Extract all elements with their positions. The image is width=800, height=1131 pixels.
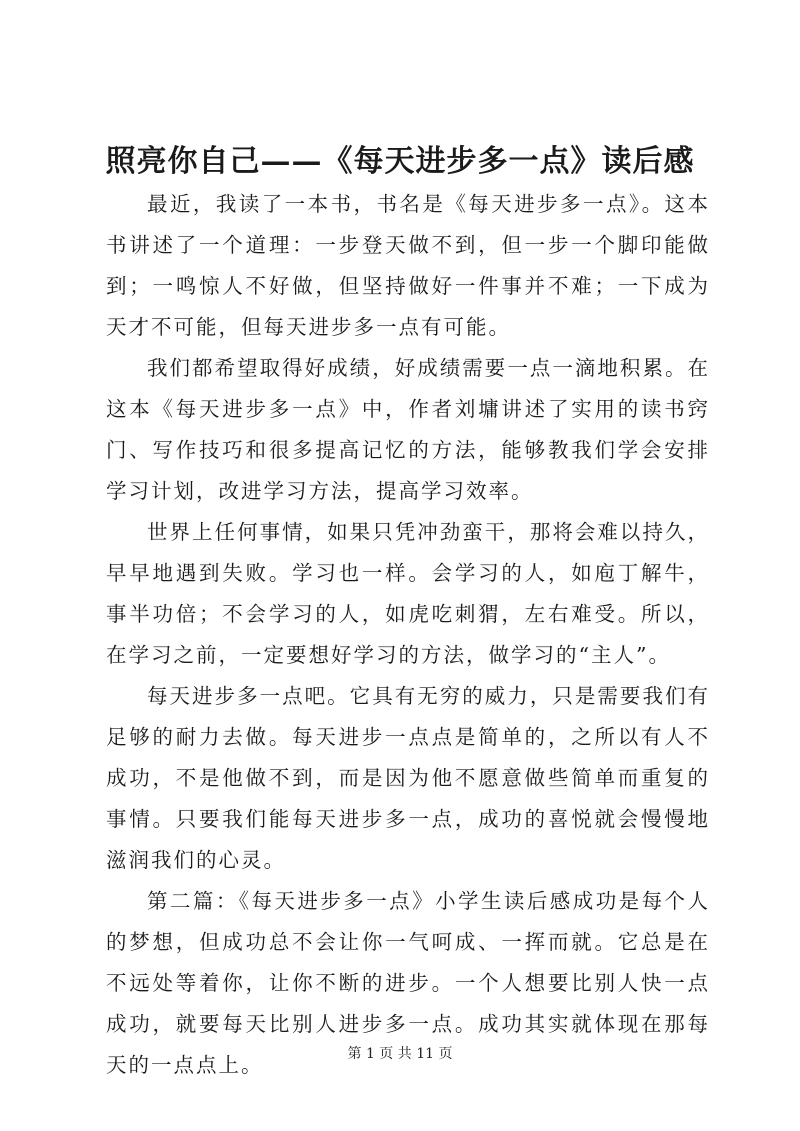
paragraph-1: 最近，我读了一本书，书名是《每天进步多一点》。这本书讲述了一个道理：一步登天做不到，但一步一个脚印能做到；一鸣惊人不好做，但坚持做好一件事并不难；一下成为天才不可能，但每天进步多一点有可能。 — [106, 192, 710, 339]
document-body — [106, 184, 710, 1086]
paragraph-2: 我们都希望取得好成绩，好成绩需要一点一滴地积累。在这本《每天进步多一点》中，作者刘墉讲述了实用的读书窍门、写作技巧和很多提高记忆的方法，能够教我们学会安排学习计划，改进学习方法，提高学习效率。 — [106, 356, 710, 503]
paragraph-4: 每天进步多一点吧。它具有无穷的威力，只是需要我们有足够的耐力去做。每天进步一点点是简单的，之所以有人不成功，不是他做不到，而是因为他不愿意做些简单而重复的事情。只要我们能每天进步多一点，成功的喜悦就会慢慢地滋润我们的心灵。 — [106, 684, 710, 872]
paragraph-3: 世界上任何事情，如果只凭冲劲蛮干，那将会难以持久，早早地遇到失败。学习也一样。会学习的人，如庖丁解牛，事半功倍；不会学习的人，如虎吃刺猬，左右难受。所以，在学习之前，一定要想好学习的方法，做学习的“主人”。 — [106, 520, 710, 667]
page-footer: 第 1 页 共 11 页 — [347, 1046, 453, 1062]
page-title: 照亮你自己——《每天进步多一点》读后感 — [105, 144, 695, 179]
paragraph-5: 第二篇：《每天进步多一点》小学生读后感成功是每个人的梦想，但成功总不会让你一气呵成、一挥而就。它总是在不远处等着你，让你不断的进步。一个人想要比别人快一点成功，就要每天比别人进步多一点。成功其实就体现在那每天的一点点上。 — [106, 889, 710, 1077]
